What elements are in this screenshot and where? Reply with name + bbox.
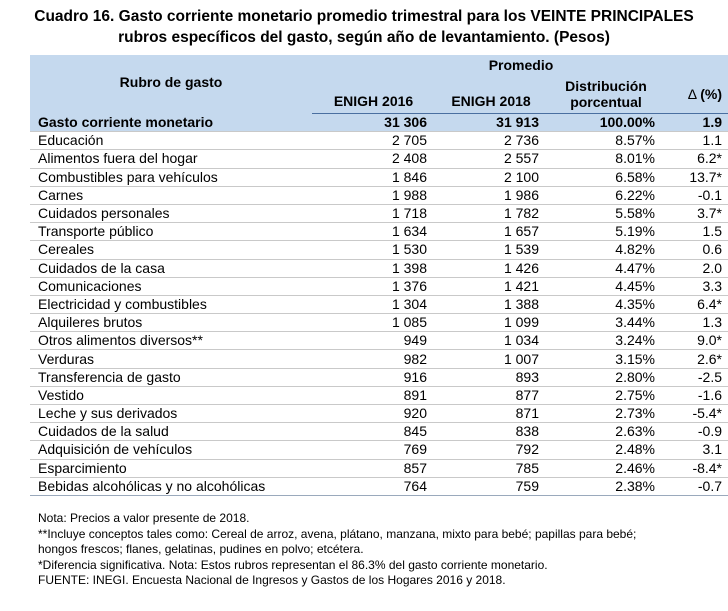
row-2018: 1 539 [435, 241, 547, 259]
title-line-2: rubros específicos del gasto, según año de levantamiento. (Pesos) [118, 29, 610, 46]
header-delta [665, 75, 728, 114]
row-2018: 871 [435, 405, 547, 423]
table-row [30, 423, 728, 441]
row-2018: 1 986 [435, 186, 547, 204]
table-row [30, 277, 728, 295]
row-change: 3.3 [665, 277, 728, 295]
header-rubro: Rubro de gasto [30, 55, 312, 114]
row-change: 3.7* [665, 204, 728, 222]
row-change: 2.6* [665, 350, 728, 368]
note-line: *Diferencia significativa. Nota: Estos rubros representan el 86.3% del gasto corriente monetario. [38, 557, 548, 572]
row-name: Otros alimentos diversos** [30, 332, 312, 350]
row-name: Cuidados personales [30, 204, 312, 222]
row-2018: 2 557 [435, 150, 547, 168]
row-change: -2.5 [665, 368, 728, 386]
header-distribucion-line2: porcentual [570, 94, 642, 110]
row-2018: 1 782 [435, 204, 547, 222]
row-2018: 2 736 [435, 132, 547, 150]
row-pct: 3.44% [547, 314, 665, 332]
delta-unit: (%) [700, 86, 723, 102]
table-row [30, 223, 728, 241]
row-2018: 1 388 [435, 295, 547, 313]
row-2016: 920 [312, 405, 435, 423]
header-distribucion [547, 75, 665, 114]
row-2016: 891 [312, 386, 435, 404]
table-row [30, 132, 728, 150]
row-pct: 4.47% [547, 259, 665, 277]
row-2016: 857 [312, 459, 435, 477]
row-2016: 1 085 [312, 314, 435, 332]
row-2016: 1 988 [312, 186, 435, 204]
expenditure-table [30, 55, 728, 496]
row-2016: 764 [312, 477, 435, 495]
row-name: Combustibles para vehículos [30, 168, 312, 186]
row-2016: 2 705 [312, 132, 435, 150]
row-pct: 6.22% [547, 186, 665, 204]
row-change: 1.5 [665, 223, 728, 241]
note-line: **Incluye conceptos tales como: Cereal de arroz, avena, plátano, manzana, mixto para bebé; papillas para bebé; [38, 526, 637, 541]
row-2018: 1 421 [435, 277, 547, 295]
header-enigh-2018: ENIGH 2018 [435, 75, 547, 114]
row-name: Adquisición de vehículos [30, 441, 312, 459]
table-row [30, 241, 728, 259]
row-name: Cuidados de la salud [30, 423, 312, 441]
row-2016: 1 376 [312, 277, 435, 295]
row-pct: 5.58% [547, 204, 665, 222]
row-pct: 5.19% [547, 223, 665, 241]
row-name: Carnes [30, 186, 312, 204]
row-name: Cereales [30, 241, 312, 259]
row-name: Cuidados de la casa [30, 259, 312, 277]
row-2016: 982 [312, 350, 435, 368]
row-pct: 2.80% [547, 368, 665, 386]
table-row [30, 386, 728, 404]
row-2016: 1 718 [312, 204, 435, 222]
table-row [30, 204, 728, 222]
row-pct: 6.58% [547, 168, 665, 186]
row-change: -5.4* [665, 405, 728, 423]
header-distribucion-line1: Distribución [565, 78, 647, 94]
row-pct: 8.57% [547, 132, 665, 150]
row-2016: 1 846 [312, 168, 435, 186]
row-2016: 1 530 [312, 241, 435, 259]
row-name: Transporte público [30, 223, 312, 241]
table-row [30, 441, 728, 459]
table-notes [38, 511, 718, 589]
table-row [30, 168, 728, 186]
row-2016: 1 304 [312, 295, 435, 313]
row-2018: 1 099 [435, 314, 547, 332]
row-2018: 2 100 [435, 168, 547, 186]
delta-symbol: Δ [687, 86, 697, 102]
table-row [30, 150, 728, 168]
row-change: -0.1 [665, 186, 728, 204]
row-name: Educación [30, 132, 312, 150]
total-2016: 31 306 [312, 114, 435, 132]
note-line: FUENTE: INEGI. Encuesta Nacional de Ingresos y Gastos de los Hogares 2016 y 2018. [38, 573, 506, 587]
total-row [30, 114, 728, 132]
row-name: Vestido [30, 386, 312, 404]
row-change: 1.1 [665, 132, 728, 150]
table-row [30, 477, 728, 495]
row-name: Comunicaciones [30, 277, 312, 295]
row-2016: 949 [312, 332, 435, 350]
row-name: Leche y sus derivados [30, 405, 312, 423]
row-pct: 4.35% [547, 295, 665, 313]
table-row [30, 368, 728, 386]
row-change: 6.4* [665, 295, 728, 313]
table-row [30, 259, 728, 277]
row-2018: 1 657 [435, 223, 547, 241]
row-name: Esparcimiento [30, 459, 312, 477]
row-pct: 3.24% [547, 332, 665, 350]
row-2016: 916 [312, 368, 435, 386]
row-pct: 4.45% [547, 277, 665, 295]
table-row [30, 314, 728, 332]
row-2018: 1 007 [435, 350, 547, 368]
row-2018: 1 426 [435, 259, 547, 277]
total-2018: 31 913 [435, 114, 547, 132]
row-change: 3.1 [665, 441, 728, 459]
row-2018: 893 [435, 368, 547, 386]
row-2016: 1 634 [312, 223, 435, 241]
row-2016: 2 408 [312, 150, 435, 168]
row-change: -1.6 [665, 386, 728, 404]
title-line-1: Cuadro 16. Gasto corriente monetario promedio trimestral para los VEINTE PRINCIPALES [34, 8, 694, 25]
row-2016: 769 [312, 441, 435, 459]
total-pct: 100.00% [547, 114, 665, 132]
row-change: 13.7* [665, 168, 728, 186]
row-name: Alimentos fuera del hogar [30, 150, 312, 168]
row-2018: 759 [435, 477, 547, 495]
row-change: 2.0 [665, 259, 728, 277]
table-title [0, 6, 728, 48]
row-pct: 2.38% [547, 477, 665, 495]
total-name: Gasto corriente monetario [30, 114, 312, 132]
table-row [30, 459, 728, 477]
table-row [30, 295, 728, 313]
row-name: Transferencia de gasto [30, 368, 312, 386]
row-change: 6.2* [665, 150, 728, 168]
row-name: Alquileres brutos [30, 314, 312, 332]
row-2018: 838 [435, 423, 547, 441]
row-2018: 877 [435, 386, 547, 404]
row-pct: 2.46% [547, 459, 665, 477]
header-promedio: Promedio [312, 55, 728, 75]
row-change: -0.9 [665, 423, 728, 441]
row-change: 9.0* [665, 332, 728, 350]
row-2018: 1 034 [435, 332, 547, 350]
row-2018: 785 [435, 459, 547, 477]
row-change: -0.7 [665, 477, 728, 495]
row-pct: 8.01% [547, 150, 665, 168]
row-pct: 4.82% [547, 241, 665, 259]
row-2016: 1 398 [312, 259, 435, 277]
row-name: Bebidas alcohólicas y no alcohólicas [30, 477, 312, 495]
total-change: 1.9 [665, 114, 728, 132]
header-enigh-2016: ENIGH 2016 [312, 75, 435, 114]
table-row [30, 350, 728, 368]
row-2018: 792 [435, 441, 547, 459]
row-change: 0.6 [665, 241, 728, 259]
row-name: Verduras [30, 350, 312, 368]
table-row [30, 186, 728, 204]
table-row [30, 332, 728, 350]
note-line: Nota: Precios a valor presente de 2018. [38, 511, 250, 525]
table-row [30, 405, 728, 423]
row-change: -8.4* [665, 459, 728, 477]
row-pct: 2.75% [547, 386, 665, 404]
row-pct: 3.15% [547, 350, 665, 368]
row-change: 1.3 [665, 314, 728, 332]
row-pct: 2.63% [547, 423, 665, 441]
row-pct: 2.48% [547, 441, 665, 459]
row-2016: 845 [312, 423, 435, 441]
row-pct: 2.73% [547, 405, 665, 423]
row-name: Electricidad y combustibles [30, 295, 312, 313]
note-line: hongos frescos; flanes, gelatinas, pudines en polvo; etcétera. [38, 542, 364, 556]
